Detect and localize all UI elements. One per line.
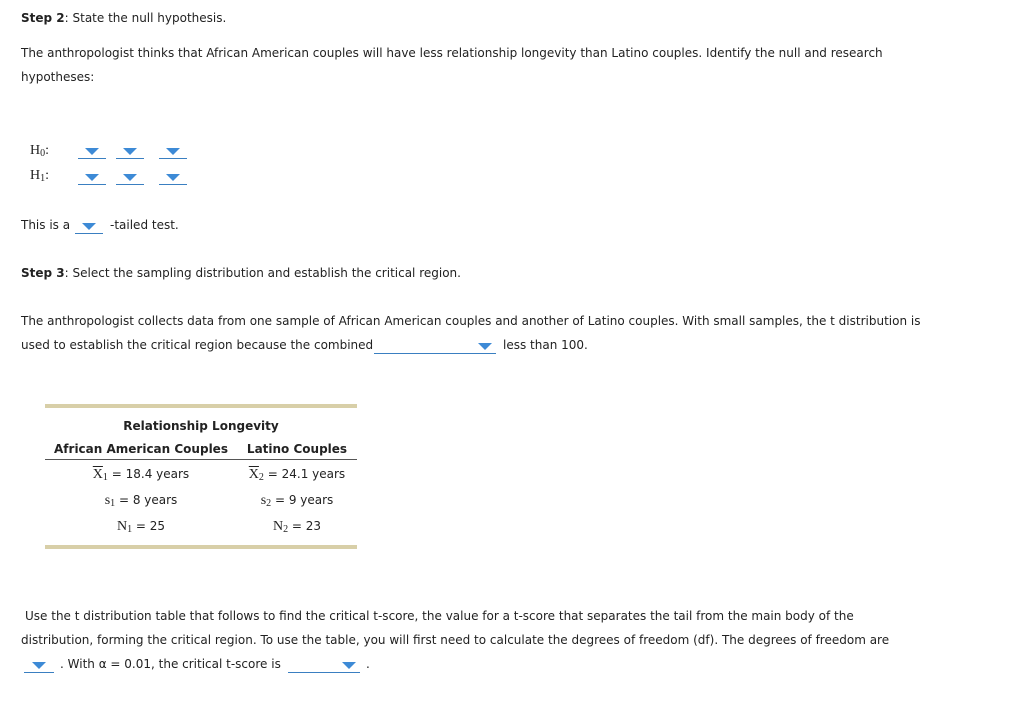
- chevron-down-icon: [85, 148, 99, 155]
- table-col2-n: [237, 519, 357, 535]
- critical-text-period: .: [366, 657, 370, 671]
- table-col1-mean: [45, 467, 237, 483]
- tail-suffix: -tailed test.: [110, 218, 179, 232]
- sd-value: = 9 years: [274, 493, 334, 507]
- step2-heading-text: : State the null hypothesis.: [64, 11, 227, 25]
- step3-text-line2: used to establish the critical region because the combined: [21, 338, 374, 352]
- n-subscript: 2: [283, 524, 289, 535]
- mean-value: = 18.4 years: [111, 467, 190, 481]
- h0-operator-dropdown[interactable]: [116, 144, 144, 159]
- h1-subscript: 1: [40, 173, 46, 184]
- step3-text-line1: The anthropologist collects data from one sample of African American couples and another of Latino couples. With small samples, the t distribution is: [21, 314, 921, 328]
- mean-value: = 24.1 years: [267, 467, 346, 481]
- n-symbol: N: [272, 519, 284, 534]
- chevron-down-icon: [342, 662, 356, 669]
- n-symbol: N: [116, 519, 128, 534]
- n-value: = 23: [291, 519, 322, 533]
- step3-heading-text: : Select the sampling distribution and establish the critical region.: [64, 266, 461, 280]
- h1-colon: :: [45, 168, 50, 183]
- h0-left-dropdown[interactable]: [78, 144, 106, 159]
- h0-label: [30, 143, 49, 159]
- step2-prompt-line2: hypotheses:: [21, 70, 95, 84]
- table-col2-mean: [237, 467, 357, 483]
- sd-subscript: 1: [110, 498, 116, 509]
- step3-heading-bold: Step 3: [21, 266, 65, 280]
- h1-label: [30, 168, 49, 184]
- n-value: = 25: [135, 519, 166, 533]
- table-title: Relationship Longevity: [123, 419, 279, 433]
- chevron-down-icon: [123, 148, 137, 155]
- h0-subscript: 0: [40, 148, 46, 159]
- chevron-down-icon: [82, 223, 96, 230]
- chevron-down-icon: [166, 148, 180, 155]
- h1-operator-dropdown[interactable]: [116, 170, 144, 185]
- sd-symbol: s: [260, 493, 267, 508]
- critical-t-dropdown[interactable]: [288, 658, 360, 673]
- chevron-down-icon: [166, 174, 180, 181]
- table-col1-n: [45, 519, 237, 535]
- sd-subscript: 2: [266, 498, 272, 509]
- chevron-down-icon: [32, 662, 46, 669]
- mean-symbol: $\overline{X}$: [248, 467, 259, 482]
- step2-heading-bold: Step 2: [21, 11, 65, 25]
- n-subscript: 1: [127, 524, 133, 535]
- critical-text-line1: Use the t distribution table that follows to find the critical t-score, the value for a t-score that separates the tail from the main body of the: [25, 609, 854, 623]
- table-col1-header: African American Couples: [54, 442, 228, 456]
- chevron-down-icon: [85, 174, 99, 181]
- h0-right-dropdown[interactable]: [159, 144, 187, 159]
- h1-right-dropdown[interactable]: [159, 170, 187, 185]
- h1-left-dropdown[interactable]: [78, 170, 106, 185]
- table-top-rule: [45, 404, 357, 408]
- table-col2-sd: [237, 493, 357, 509]
- table-col2-header: Latino Couples: [246, 442, 348, 456]
- sd-symbol: s: [104, 493, 111, 508]
- chevron-down-icon: [478, 343, 492, 350]
- df-dropdown[interactable]: [24, 658, 54, 673]
- table-bottom-rule: [45, 545, 357, 549]
- step2-prompt-line1: The anthropologist thinks that African American couples will have less relationship longevity than Latino couples. Identify the null and research: [21, 46, 883, 60]
- mean-symbol: $\overline{X}$: [92, 467, 103, 482]
- critical-text-line2: distribution, forming the critical region. To use the table, you will first need to calculate the degrees of freedom (df). The degrees of freedom are: [21, 633, 890, 647]
- critical-text-line3: . With α = 0.01, the critical t-score is: [60, 657, 281, 671]
- table-col1-sd: [45, 493, 237, 509]
- combined-sample-dropdown[interactable]: [374, 339, 496, 354]
- tail-prefix: This is a: [21, 218, 71, 232]
- step3-heading: [21, 266, 461, 280]
- chevron-down-icon: [123, 174, 137, 181]
- h1-letter: H: [30, 168, 41, 183]
- h0-colon: :: [45, 143, 50, 158]
- table-header-rule: [45, 459, 357, 460]
- tail-dropdown[interactable]: [75, 219, 103, 234]
- step3-text-line2-suffix: less than 100.: [503, 338, 588, 352]
- mean-subscript: 1: [102, 472, 108, 483]
- step2-heading: [21, 11, 226, 25]
- h0-letter: H: [30, 143, 41, 158]
- mean-subscript: 2: [258, 472, 264, 483]
- sd-value: = 8 years: [118, 493, 178, 507]
